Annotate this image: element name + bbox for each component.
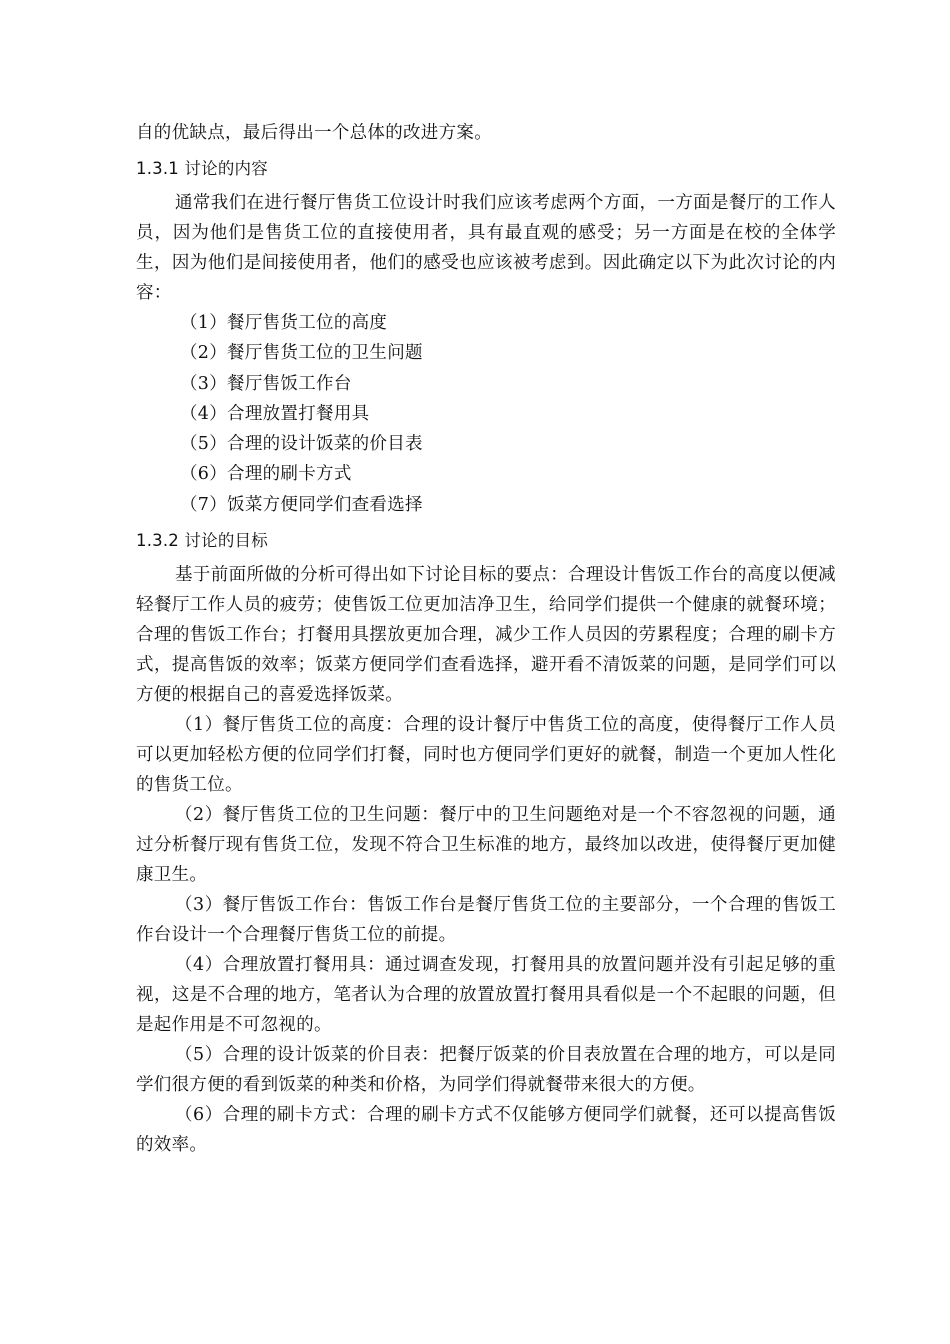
section-heading-1-3-2: 1.3.2 讨论的目标 <box>136 531 268 551</box>
section-1-3-2-paragraph: 基于前面所做的分析可得出如下讨论目标的要点：合理设计售饭工作台的高度以便减轻餐厅工作人员的疲劳；使售饭工位更加洁净卫生，给同学们提供一个健康的就餐环境；合理的售饭工作台；打餐用具摆放更加合理，减少工作人员因的劳累程度；合理的刷卡方式，提高售饭的效率；饭菜方便同学们查看选择，避开看不清饭菜的问题，是同学们可以方便的根据自己的喜爱选择饭菜。 <box>136 565 836 706</box>
list-item: （2）餐厅售货工位的卫生问题 <box>180 343 423 364</box>
list-item: （4）合理放置打餐用具 <box>180 403 370 424</box>
goal-point: （1）餐厅售货工位的高度：合理的设计餐厅中售货工位的高度，使得餐厅工作人员可以更加轻松方便的位同学们打餐，同时也方便同学们更好的就餐，制造一个更加人性化的售货工位。 <box>136 715 836 796</box>
list-item: （1）餐厅售货工位的高度 <box>180 313 388 333</box>
intro-continuation: 自的优缺点，最后得出一个总体的改进方案。 <box>136 123 492 143</box>
list-item: （7）饭菜方便同学们查看选择 <box>180 494 423 515</box>
document-page <box>136 118 836 1160</box>
goal-point: （5）合理的设计饭菜的价目表：把餐厅饭菜的价目表放置在合理的地方，可以是同学们很方便的看到饭菜的种类和价格，为同学们得就餐带来很大的方便。 <box>136 1045 836 1096</box>
section-heading-1-3-1: 1.3.1 讨论的内容 <box>136 159 268 178</box>
goal-point: （6）合理的刷卡方式：合理的刷卡方式不仅能够方便同学们就餐，还可以提高售饭的效率。 <box>136 1105 836 1156</box>
list-item: （5）合理的设计饭菜的价目表 <box>180 434 423 455</box>
goal-point: （2）餐厅售货工位的卫生问题：餐厅中的卫生问题绝对是一个不容忽视的问题，通过分析餐厅现有售货工位，发现不符合卫生标准的地方，最终加以改进，使得餐厅更加健康卫生。 <box>136 805 836 886</box>
section-1-3-1-paragraph: 通常我们在进行餐厅售货工位设计时我们应该考虑两个方面，一方面是餐厅的工作人员，因为他们是售货工位的直接使用者，具有最直观的感受；另一方面是在校的全体学生，因为他们是间接使用者，他们的感受也应该被考虑到。因此确定以下为此次讨论的内容： <box>136 193 836 303</box>
list-item: （6）合理的刷卡方式 <box>180 464 352 485</box>
list-item: （3）餐厅售饭工作台 <box>180 373 352 394</box>
goal-point: （4）合理放置打餐用具：通过调查发现，打餐用具的放置问题并没有引起足够的重视，这是不合理的地方，笔者认为合理的放置放置打餐用具看似是一个不起眼的问题，但是起作用是不可忽视的。 <box>136 955 836 1036</box>
goal-point: （3）餐厅售饭工作台：售饭工作台是餐厅售货工位的主要部分，一个合理的售饭工作台设计一个合理餐厅售货工位的前提。 <box>136 895 836 946</box>
